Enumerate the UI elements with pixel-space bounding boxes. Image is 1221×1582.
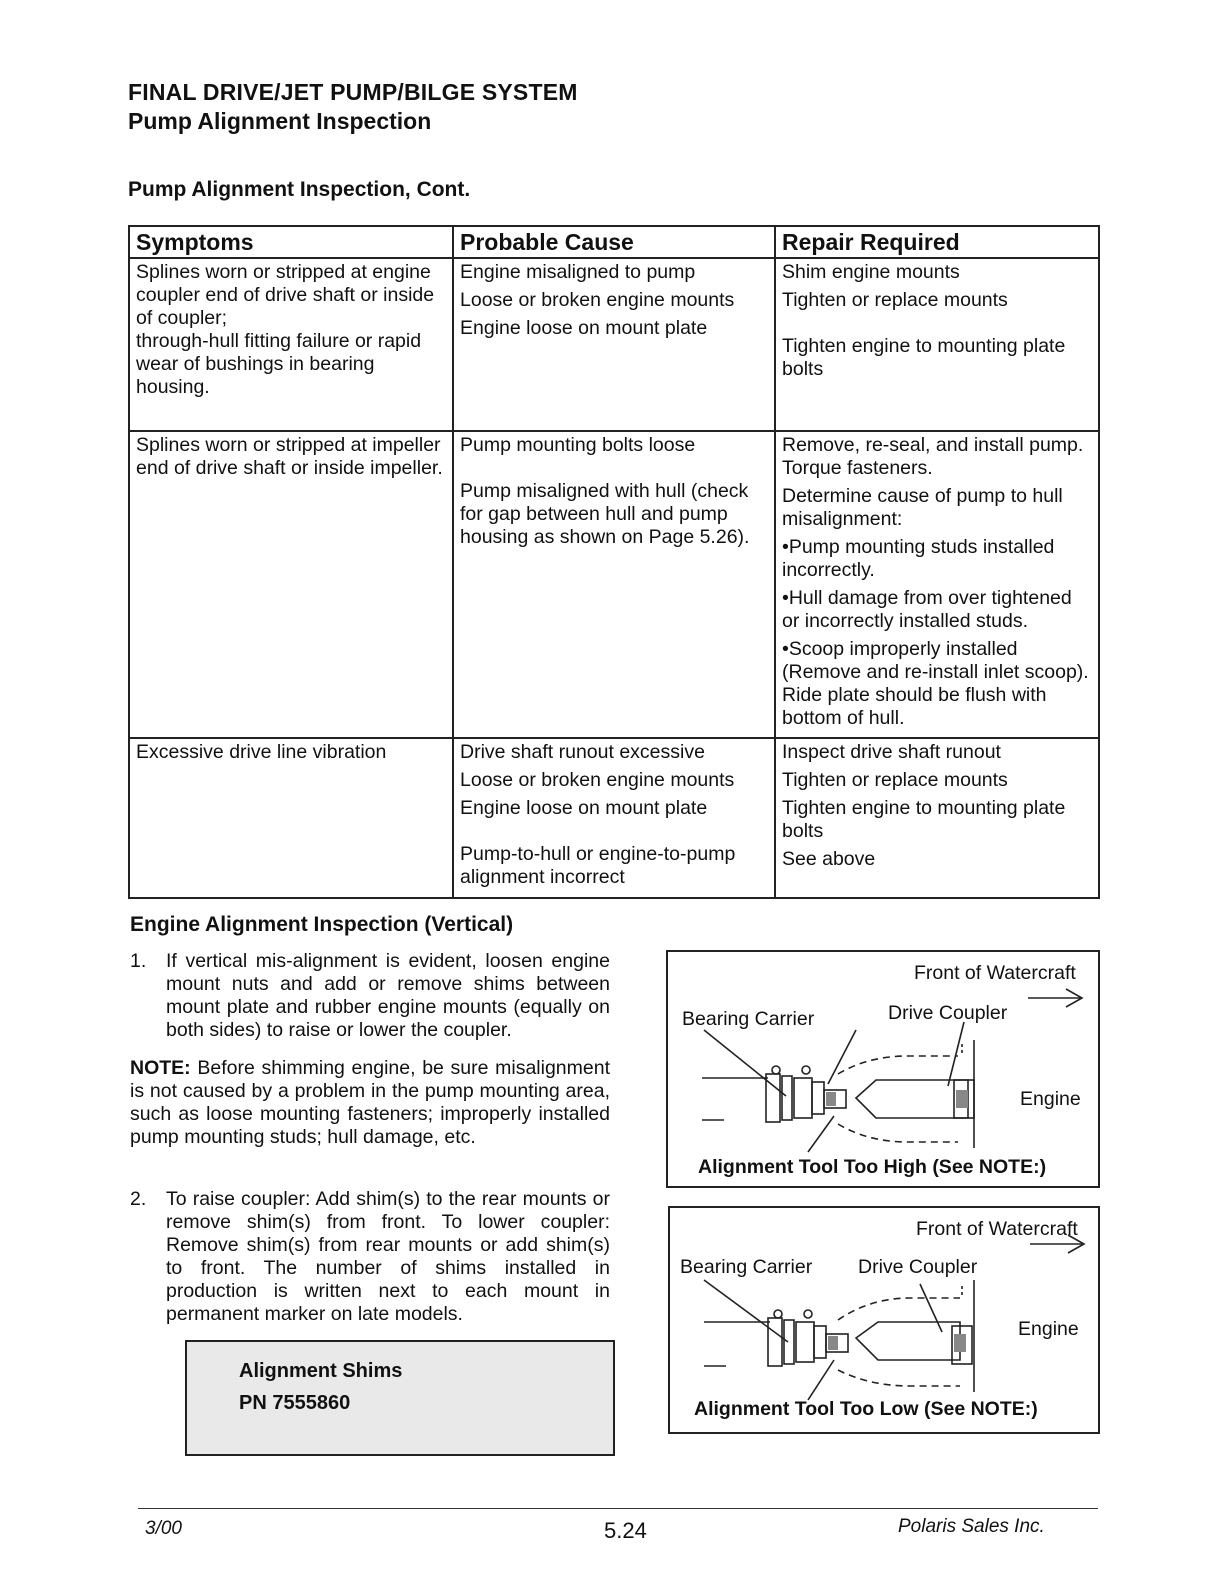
symptom-cell — [129, 431, 453, 738]
symptom-cell — [129, 258, 453, 431]
cause-item: Engine loose on mount plate — [460, 317, 708, 339]
repair-item: Tighten or replace mounts — [782, 289, 1008, 311]
repair-item: Determine cause of pump to hull misalignment: — [782, 485, 1063, 530]
figure-tool-too-high — [666, 950, 1100, 1188]
symptom-text: Splines worn or stripped at engine coupler end of drive shaft or inside of coupler; through-hull fitting failure or rapid wear of bushings in bearing housing. — [136, 261, 435, 398]
table-row — [129, 738, 1099, 898]
cause-cell — [453, 738, 775, 898]
table-header-row — [129, 226, 1099, 258]
step-1-text: If vertical mis-alignment is evident, loosen engine mount nuts and add or remove shims between mount plate and rubber engine mounts (equally on both sides) to raise or lower the coupler. — [166, 950, 610, 1041]
drive-coupler-label: Drive Coupler — [858, 1256, 978, 1278]
front-of-watercraft-label: Front of Watercraft — [916, 1218, 1078, 1240]
step-2-text: To raise coupler: Add shim(s) to the rear mounts or remove shim(s) from front. To lower coupler: Remove shim(s) from rear mounts or add shim(s) to front. The number of shims installed in production is written next to each mount in permanent marker on late models. — [166, 1188, 610, 1325]
engine-alignment-heading: Engine Alignment Inspection (Vertical) — [130, 913, 514, 936]
repair-item: •Hull damage from over tightened or incorrectly installed studs. — [782, 587, 1072, 632]
section-heading: Pump Alignment Inspection, Cont. — [128, 178, 471, 201]
table-row — [129, 431, 1099, 738]
note-paragraph — [130, 1057, 610, 1149]
column-header-probable-cause: Probable Cause — [453, 226, 775, 258]
cause-item: Loose or broken engine mounts — [460, 769, 735, 791]
repair-item: See above — [782, 848, 876, 870]
cause-item: Engine misaligned to pump — [460, 261, 696, 283]
bearing-carrier-label: Bearing Carrier — [680, 1256, 813, 1278]
repair-item: Remove, re-seal, and install pump. Torque fasteners. — [782, 434, 1084, 479]
repair-item: Tighten or replace mounts — [782, 769, 1008, 791]
column-header-symptoms: Symptoms — [129, 226, 453, 258]
page-title: FINAL DRIVE/JET PUMP/BILGE SYSTEM — [128, 79, 578, 105]
engine-label: Engine — [1018, 1318, 1079, 1340]
repair-item: Tighten engine to mounting plate bolts — [782, 335, 1066, 380]
repair-cell — [775, 738, 1099, 898]
drive-coupler-label: Drive Coupler — [888, 1002, 1008, 1024]
repair-cell — [775, 431, 1099, 738]
cause-item: Pump misaligned with hull (check for gap between hull and pump housing as shown on Page 5.26). — [460, 480, 750, 548]
step-number: 1. — [130, 950, 147, 972]
column-header-repair-required: Repair Required — [775, 226, 1099, 258]
footer-date: 3/00 — [145, 1518, 182, 1539]
repair-item: Inspect drive shaft runout — [782, 741, 1001, 763]
bearing-carrier-label: Bearing Carrier — [682, 1008, 815, 1030]
alignment-diagram — [668, 952, 1098, 1186]
footer-company: Polaris Sales Inc. — [898, 1516, 1045, 1537]
repair-item: Shim engine mounts — [782, 261, 960, 283]
symptom-text: Splines worn or stripped at impeller end of drive shaft or inside impeller. — [136, 434, 443, 479]
note-label: NOTE: — [130, 1057, 191, 1079]
figure-caption: Alignment Tool Too Low (See NOTE:) — [694, 1398, 1038, 1420]
repair-item: •Scoop improperly installed (Remove and re-install inlet scoop). Ride plate should be flush with bottom of hull. — [782, 638, 1089, 729]
symptom-text: Excessive drive line vibration — [136, 741, 387, 763]
repair-cell — [775, 258, 1099, 431]
alignment-shims-box — [185, 1340, 615, 1456]
troubleshooting-table — [128, 225, 1100, 899]
step-number: 2. — [130, 1188, 147, 1210]
cause-cell — [453, 431, 775, 738]
cause-item: Drive shaft runout excessive — [460, 741, 705, 763]
shims-part-number: PN 7555860 — [239, 1392, 351, 1414]
figure-caption: Alignment Tool Too High (See NOTE:) — [698, 1156, 1047, 1178]
cause-item: Pump mounting bolts loose — [460, 434, 696, 456]
table-row — [129, 258, 1099, 431]
cause-item: Loose or broken engine mounts — [460, 289, 735, 311]
repair-item: •Pump mounting studs installed incorrectly. — [782, 536, 1055, 581]
shims-title: Alignment Shims — [239, 1360, 403, 1382]
page-subtitle: Pump Alignment Inspection — [128, 108, 432, 134]
figure-tool-too-low — [668, 1206, 1100, 1434]
note-text: Before shimming engine, be sure misalignment is not caused by a problem in the pump mounting area, such as loose mounting fasteners; improperly installed pump mounting studs; hull damage, etc. — [130, 1057, 611, 1148]
cause-item: Engine loose on mount plate — [460, 797, 708, 819]
footer-page-number: 5.24 — [604, 1518, 647, 1543]
symptom-cell — [129, 738, 453, 898]
cause-item: Pump-to-hull or engine-to-pump alignment incorrect — [460, 843, 736, 888]
cause-cell — [453, 258, 775, 431]
footer-divider — [138, 1508, 1098, 1509]
engine-label: Engine — [1020, 1088, 1081, 1110]
repair-item: Tighten engine to mounting plate bolts — [782, 797, 1066, 842]
front-of-watercraft-label: Front of Watercraft — [914, 962, 1076, 984]
